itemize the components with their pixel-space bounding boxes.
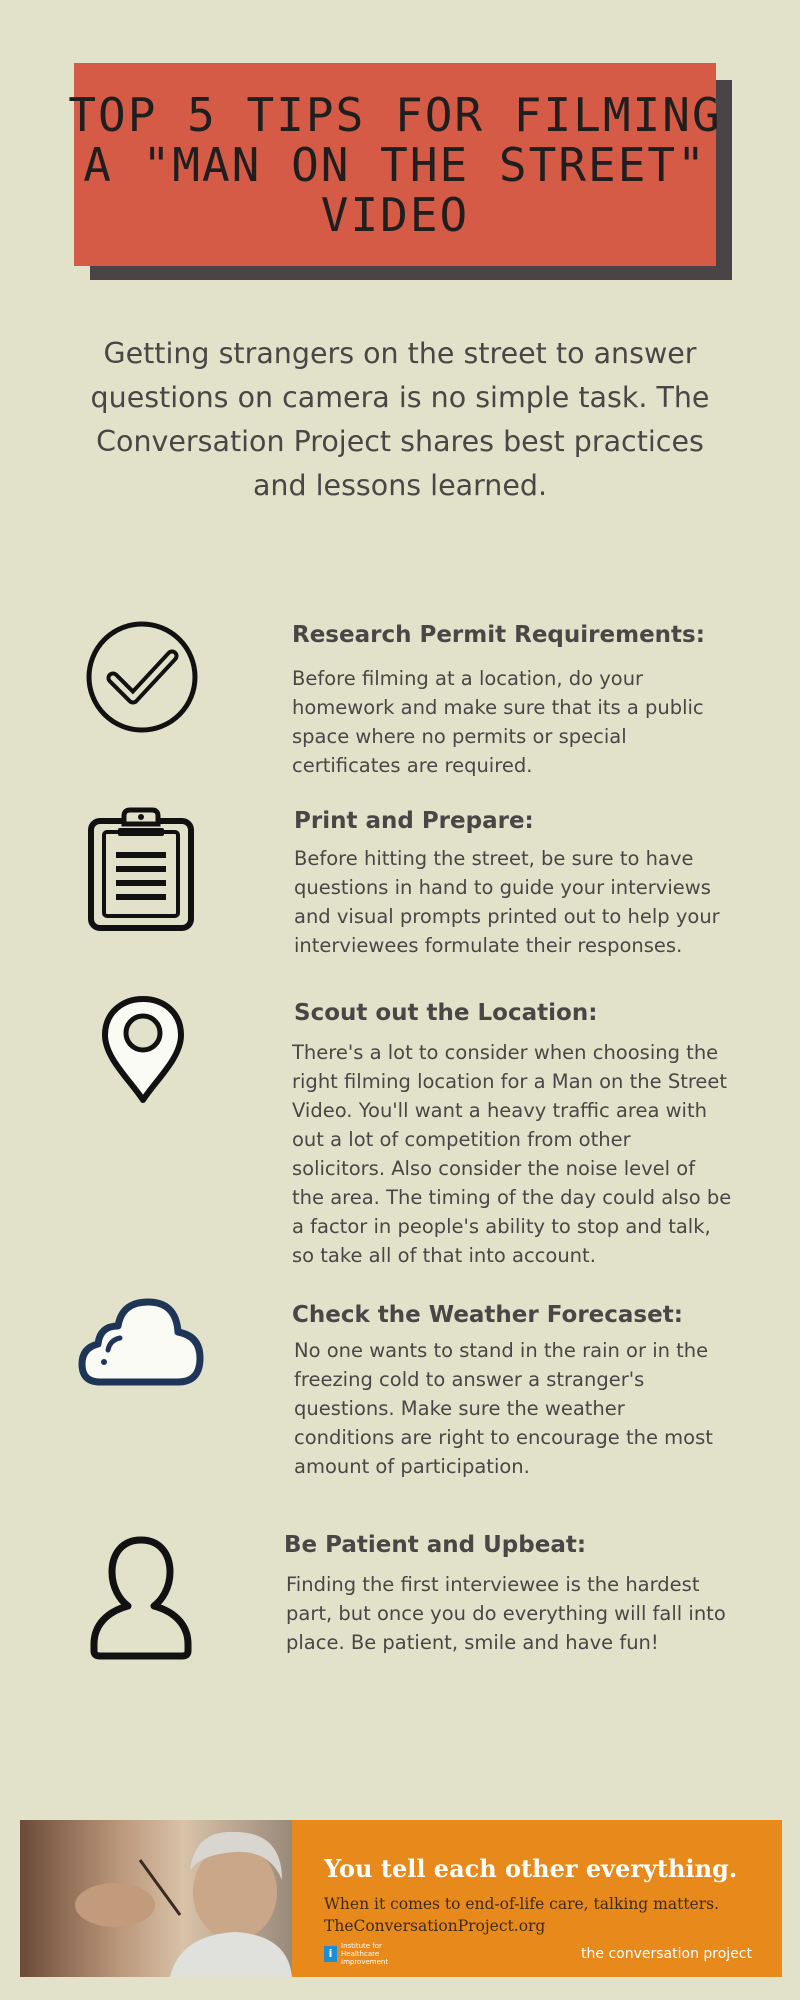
person-icon	[88, 1534, 194, 1660]
banner-url-link[interactable]: TheConversationProject.org	[324, 1917, 546, 1935]
tip-body-line: and visual prompts printed out to help your	[294, 905, 720, 928]
tip-body-line: homework and make sure that its a public	[292, 696, 704, 719]
intro-paragraph	[80, 332, 720, 508]
tip-body-line: a factor in people's ability to stop and talk,	[292, 1215, 711, 1238]
tip-body-line: questions in hand to guide your interviews	[294, 876, 711, 899]
tip-body-line: out a lot of competition from other	[292, 1128, 631, 1151]
checkmark-circle-icon	[85, 620, 199, 734]
page-title-line-3: VIDEO	[320, 187, 470, 242]
tip-body-line: conditions are right to encourage the most	[294, 1426, 713, 1449]
tip-title: Research Permit Requirements:	[292, 622, 705, 648]
tip-body-line: amount of participation.	[294, 1455, 530, 1478]
page-title-line-2: A "MAN ON THE STREET"	[83, 137, 707, 192]
tip-body	[294, 1336, 713, 1481]
tip-body-line: so take all of that into account.	[292, 1244, 596, 1267]
banner-headline: You tell each other everything.	[324, 1854, 738, 1883]
tip-title: Print and Prepare:	[294, 808, 534, 834]
tip-body-line: Finding the first interviewee is the hardest	[286, 1573, 700, 1596]
tip-body-line: questions. Make sure the weather	[294, 1397, 625, 1420]
tip-title: Check the Weather Forecaset:	[292, 1302, 683, 1328]
tip-body-line: part, but once you do everything will fall into	[286, 1602, 726, 1625]
tip-body	[294, 844, 720, 960]
banner-subline: When it comes to end-of-life care, talking matters.	[324, 1895, 720, 1913]
tip-body-line: No one wants to stand in the rain or in the	[294, 1339, 709, 1362]
location-pin-icon	[100, 994, 186, 1106]
intro-line: and lessons learned.	[252, 469, 548, 502]
tip-body-line: certificates are required.	[292, 754, 533, 777]
ihi-text-line: Improvement	[341, 1958, 389, 1966]
tip-body-line: Before filming at a location, do your	[292, 667, 644, 690]
ihi-mark-icon: i	[324, 1946, 337, 1962]
ihi-logo	[324, 1942, 388, 1966]
page-title-line-1: TOP 5 TIPS FOR FILMING	[68, 87, 722, 142]
tip-title: Be Patient and Upbeat:	[284, 1532, 587, 1558]
tip-body-line: space where no permits or special	[292, 725, 627, 748]
tip-body-line: Before hitting the street, be sure to have	[294, 847, 694, 870]
intro-line: questions on camera is no simple task. The	[90, 381, 710, 414]
tip-body	[286, 1570, 726, 1657]
tip-body-line: freezing cold to answer a stranger's	[294, 1368, 645, 1391]
tip-body-line: interviewees formulate their responses.	[294, 934, 683, 957]
cloud-icon	[78, 1296, 204, 1388]
clipboard-icon	[86, 804, 196, 934]
tip-body-line: the area. The timing of the day could also be	[292, 1186, 732, 1209]
title-box	[68, 63, 722, 266]
ihi-text-line: Institute for	[341, 1942, 382, 1950]
conversation-project-banner[interactable]	[20, 1820, 782, 1977]
intro-line: Conversation Project shares best practices	[96, 425, 704, 458]
ihi-text	[341, 1942, 388, 1966]
intro-line: Getting strangers on the street to answer	[103, 337, 697, 370]
tip-body-line: solicitors. Also consider the noise level of	[292, 1157, 696, 1180]
tip-title: Scout out the Location:	[294, 1000, 598, 1026]
tip-body	[292, 664, 704, 780]
tip-body-line: There's a lot to consider when choosing the	[292, 1041, 719, 1064]
tip-body-line: place. Be patient, smile and have fun!	[286, 1631, 659, 1654]
ihi-text-line: Healthcare	[341, 1950, 380, 1958]
banner-photo	[20, 1820, 292, 1977]
woman-photo-icon	[20, 1820, 292, 1977]
tip-body	[292, 1038, 731, 1270]
conversation-project-logo: the conversation project	[581, 1946, 752, 1962]
tip-body-line: right filming location for a Man on the Street	[292, 1070, 728, 1093]
tip-body-line: Video. You'll want a heavy traffic area with	[292, 1099, 707, 1122]
